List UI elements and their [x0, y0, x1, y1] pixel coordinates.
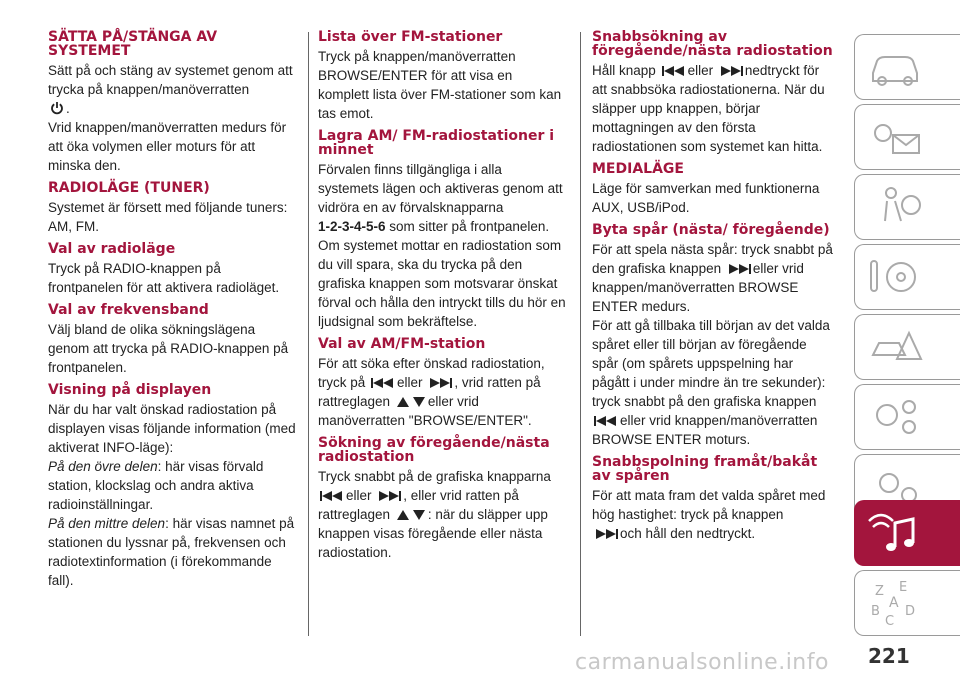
paragraph: Tryck på knappen/manöverratten BROWSE/ENTER för att visa en komplett lista över FM-stationer som kan tas emot. [318, 49, 562, 121]
paragraph: Förvalen finns tillgängliga i alla systemets lägen och aktiveras genom att vidröra en av förvalsknapparna 1-2-3-4-5-6 som sitter på frontpanelen. Om systemet mottar en radiostation som du vill spara, ska du trycka på den grafiska knappen som motsvarar önskat förval och hålla den intryckt tills du hör en ljudsignal som bekräftelse. [318, 162, 566, 329]
alphabet-index-icon [865, 577, 925, 627]
chapter-tab-maintenance[interactable] [854, 384, 960, 450]
paragraph: Läge för samverkan med funktionerna AUX, USB/iPod. [592, 181, 820, 215]
column-divider [580, 32, 581, 636]
next-icon [428, 377, 452, 389]
music-note-icon [865, 507, 925, 559]
paragraph: På den övre delen: här visas förvald station, klockslag och andra aktiva radioinställningar. [48, 459, 264, 512]
paragraph: På den mittre delen: här visas namnet på stationen du lyssnar på, frekvensen och radiotextinformation (i förekommande fall). [48, 516, 295, 588]
previous-icon [320, 490, 344, 502]
svg-text:A: A [889, 595, 899, 611]
column-3 [592, 30, 834, 543]
heading-search-station: Sökning av föregående/nästa radiostation [318, 435, 550, 465]
previous-icon [371, 377, 395, 389]
svg-text:Z: Z [875, 584, 884, 599]
paragraph: Tryck snabbt på de grafiska knapparna eller , eller vrid ratten på rattreglagen : när du släpper upp knappen visas föregående eller nästa radiostation. [318, 469, 551, 560]
paragraph: För att gå tillbaka till början av det valda spåret eller till början av föregående spår (om spårets uppspelning har pågått i under mindre än tre sekunder): tryck snabbt på den grafiska knappen eller vrid knappen/manöverratten BROWSE ENTER moturs. [592, 318, 830, 447]
svg-text:D: D [905, 604, 916, 619]
heading-radio-mode: RADIOLÄGE (TUNER) [48, 180, 210, 196]
chapter-tab-driving[interactable] [854, 244, 960, 310]
svg-text:B: B [871, 604, 880, 619]
car-icon [865, 41, 925, 91]
heading-display: Visning på displayen [48, 382, 212, 398]
chapter-tab-car[interactable] [854, 34, 960, 100]
column-1 [48, 30, 296, 590]
column-2 [318, 30, 566, 562]
heading-select-band: Val av frekvensband [48, 302, 209, 318]
next-icon [719, 65, 743, 77]
previous-icon [594, 415, 618, 427]
chapter-tab-safety[interactable] [854, 174, 960, 240]
next-icon [377, 490, 401, 502]
next-icon [594, 528, 618, 540]
heading-select-radio: Val av radioläge [48, 241, 176, 257]
paragraph: För att söka efter önskad radiostation, tryck på eller , vrid ratten på rattreglagen eller vrid manöverratten "BROWSE/ENTER". [318, 356, 545, 428]
page-number: 221 [868, 644, 910, 668]
svg-text:C: C [885, 614, 895, 627]
paragraph: För att mata fram det valda spåret med hög hastighet: tryck på knappen och håll den nedtryckt. [592, 488, 826, 541]
wrench-icon [865, 391, 925, 441]
up-down-arrows-icon [396, 509, 426, 521]
chapter-tab-lights[interactable] [854, 104, 960, 170]
warning-light-icon [865, 111, 925, 161]
chapter-tab-index[interactable] [854, 570, 960, 636]
emergency-icon [865, 321, 925, 371]
paragraph: Sätt på och stäng av systemet genom att trycka på knappen/manöverratten . [48, 63, 293, 116]
svg-text:E: E [899, 580, 908, 595]
chapter-tab-multimedia[interactable] [854, 500, 960, 566]
paragraph: Vrid knappen/manöverratten medurs för att öka volymen eller moturs för att minska den. [48, 120, 287, 173]
heading-media-mode: MEDIALÄGE [592, 161, 684, 177]
heading-select-station: Val av AM/FM-station [318, 336, 486, 352]
heading-change-track: Byta spår (nästa/ föregående) [592, 222, 830, 238]
heading-quick-search: Snabbsökning av föregående/nästa radiostation [592, 29, 833, 59]
power-icon [50, 101, 64, 115]
airbag-icon [865, 181, 925, 231]
paragraph: När du har valt önskad radiostation på displayen visas följande information (med aktiverat INFO-läge): [48, 402, 296, 455]
heading-system-onoff: SÄTTA PÅ/STÄNGA AV SYSTEMET [48, 29, 218, 59]
paragraph: Välj bland de olika sökningslägena genom att trycka på RADIO-knappen på frontpanelen. [48, 322, 289, 375]
heading-fast-forward: Snabbspolning framåt/bakåt av spåren [592, 454, 818, 484]
next-icon [727, 263, 751, 275]
column-divider [308, 32, 309, 636]
paragraph: Systemet är försett med följande tuners: AM, FM. [48, 200, 288, 234]
paragraph: För att spela nästa spår: tryck snabbt på den grafiska knappen eller vrid knappen/manöverratten BROWSE ENTER medurs. [592, 242, 833, 314]
heading-fm-list: Lista över FM-stationer [318, 29, 503, 45]
paragraph: Tryck på RADIO-knappen på frontpanelen för att aktivera radioläget. [48, 261, 280, 295]
watermark: carmanualsonline.info [575, 650, 829, 675]
paragraph: Håll knapp eller nedtryckt för att snabbsöka radiostationerna. När du släpper upp knappen, börjar mottagningen av den första radiostationen som systemet kan hitta. [592, 63, 825, 154]
up-down-arrows-icon [396, 396, 426, 408]
heading-store-presets: Lagra AM/ FM-radiostationer i minnet [318, 128, 555, 158]
steering-wheel-icon [865, 251, 925, 301]
previous-icon [662, 65, 686, 77]
chapter-tab-emergency[interactable] [854, 314, 960, 380]
